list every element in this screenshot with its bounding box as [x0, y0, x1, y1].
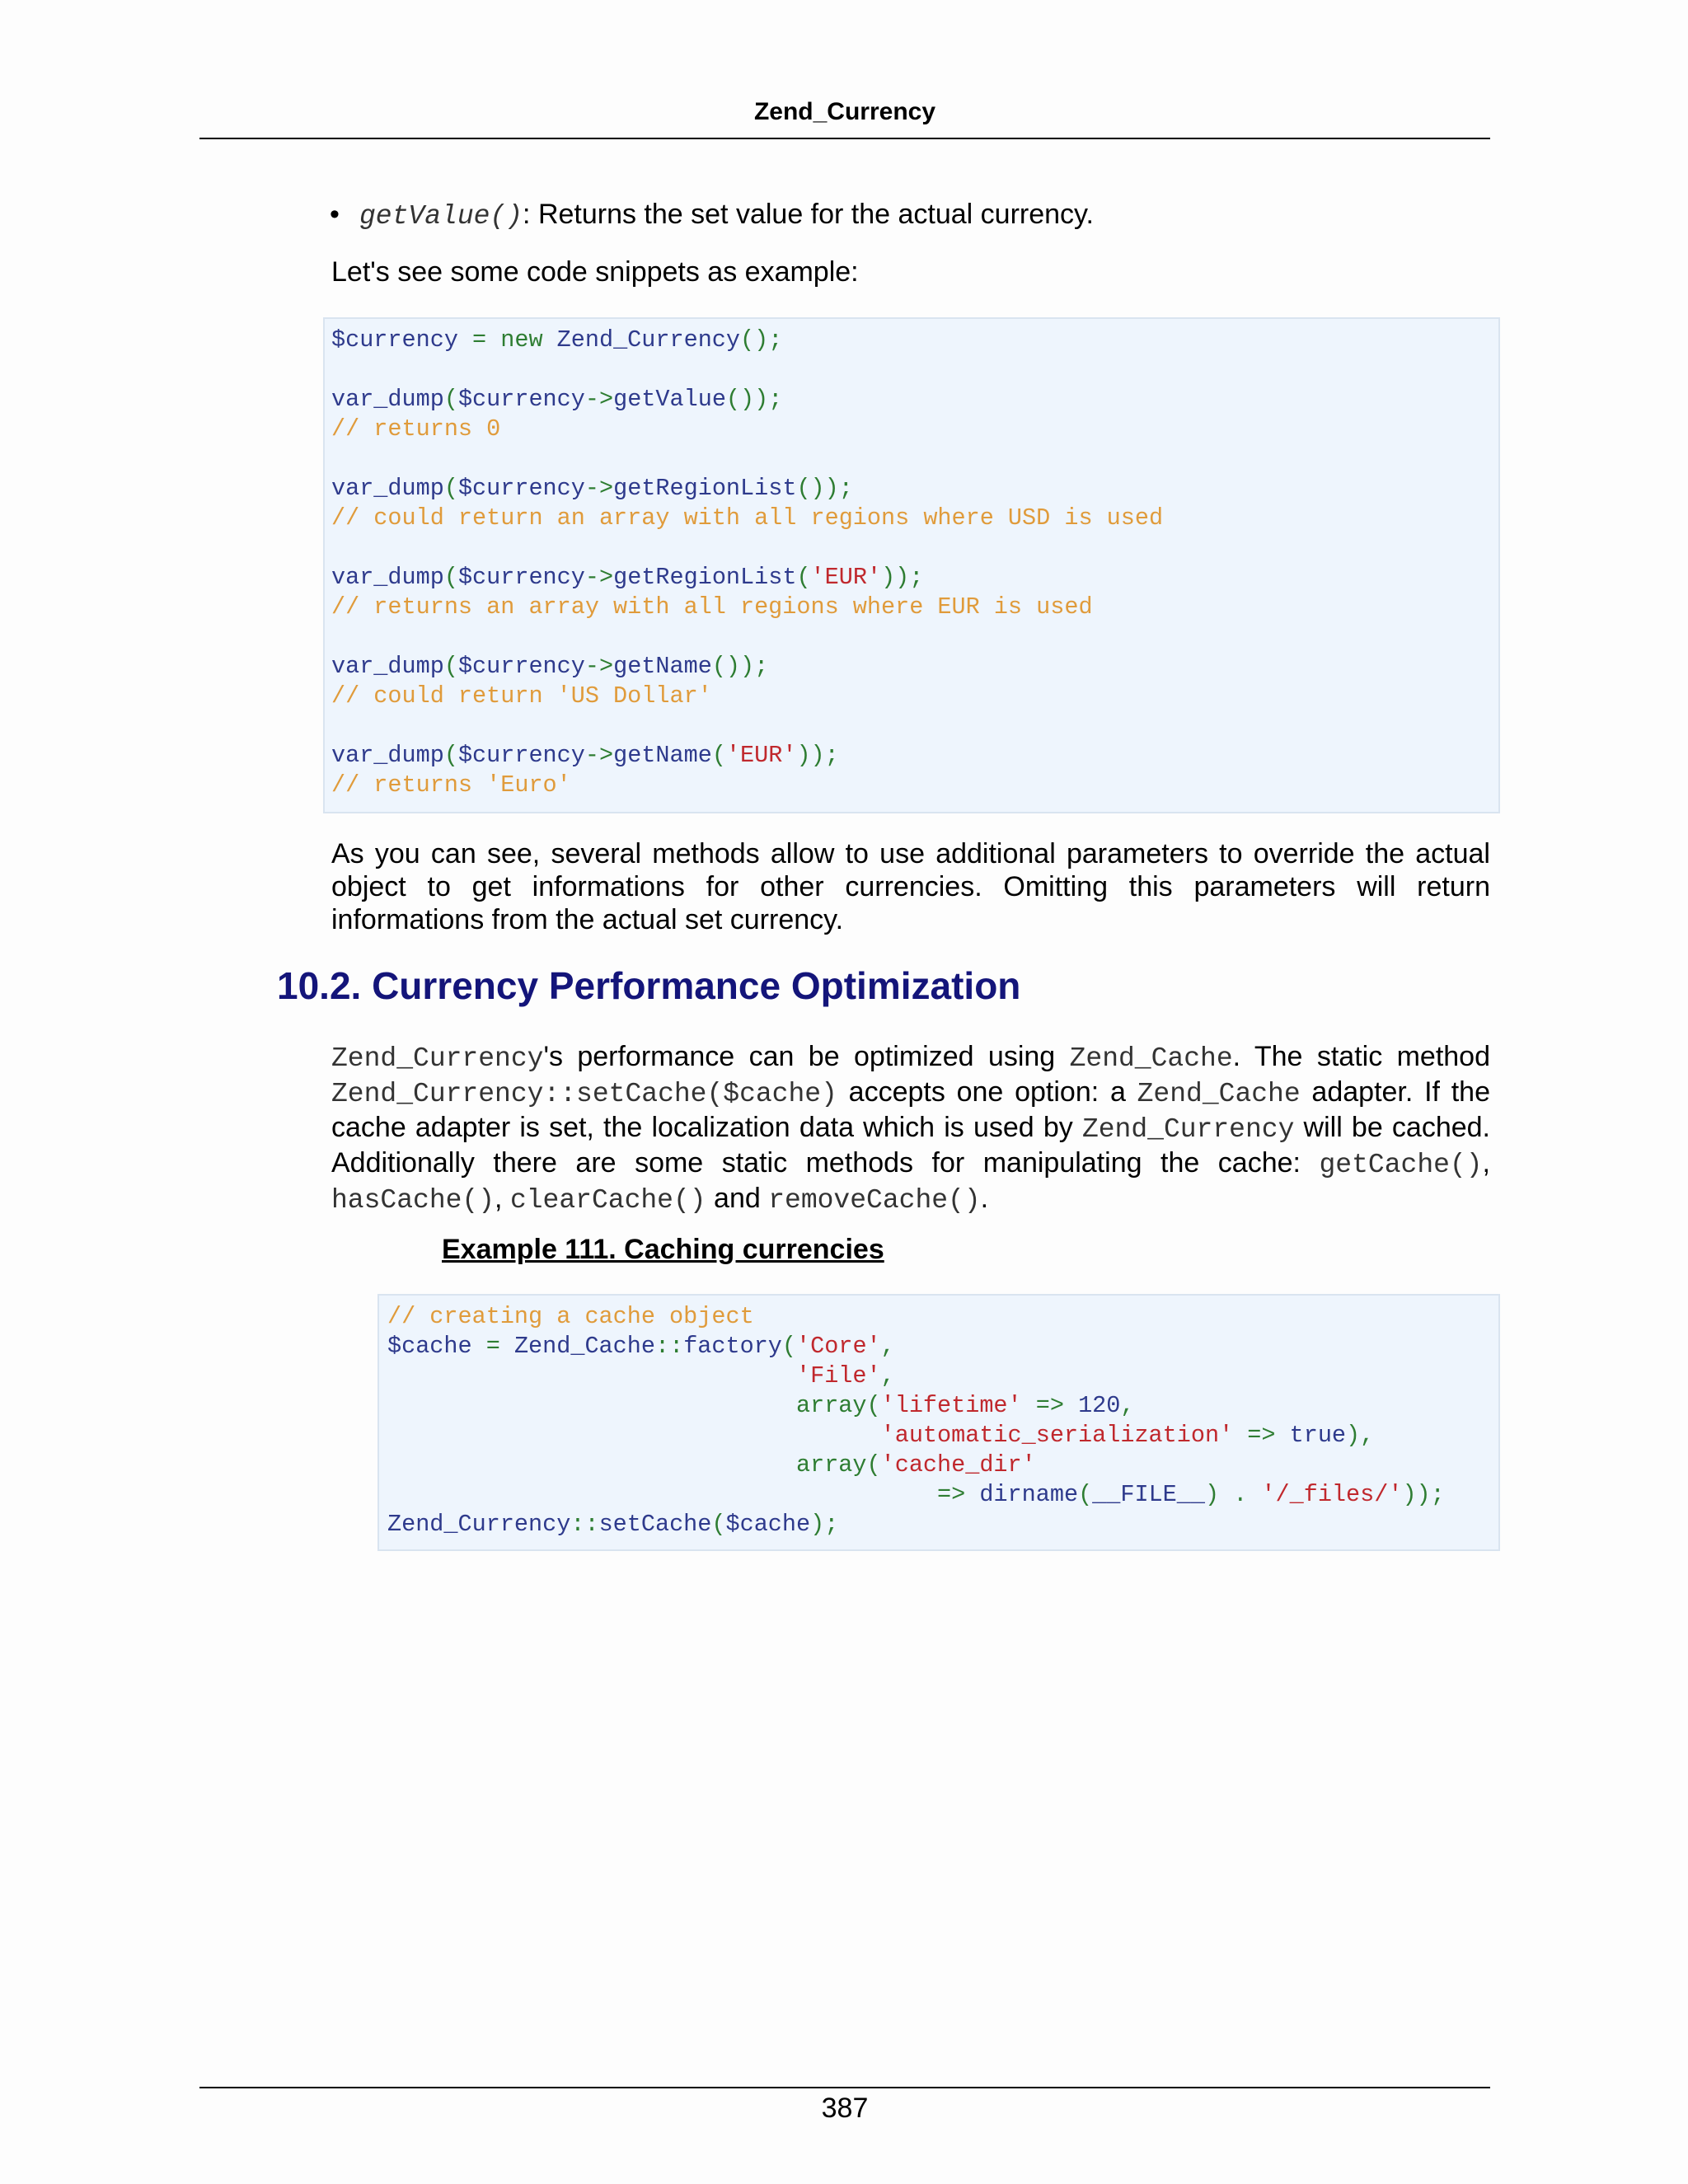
- code-token: 120: [1078, 1392, 1121, 1419]
- inline-code: Zend_Currency: [1081, 1114, 1295, 1145]
- code-token: array: [795, 1392, 867, 1419]
- page-header-title: Zend_Currency: [753, 98, 936, 125]
- inline-code: hasCache(): [331, 1185, 495, 1216]
- code-token: (: [443, 386, 458, 413]
- code-token: ();: [740, 326, 783, 354]
- code-token: (: [866, 1392, 881, 1419]
- section-heading: 10.2. Currency Performance Optimization: [277, 964, 1021, 1007]
- paragraph-text: and: [706, 1183, 769, 1214]
- code-token: true: [1289, 1422, 1347, 1449]
- inline-code: Zend_Cache: [1137, 1079, 1301, 1109]
- code-block-caching: [377, 1294, 1500, 1551]
- code-token: var_dump: [331, 475, 444, 502]
- inline-code: clearCache(): [509, 1185, 706, 1216]
- code-token: ,: [1120, 1392, 1135, 1419]
- code-comment: // returns 0: [331, 415, 501, 443]
- code-token: getName: [613, 742, 712, 769]
- code-token: =>: [1021, 1392, 1079, 1419]
- code-listing: [331, 326, 1163, 800]
- paragraph-text: adapter. If the cache adapter is set, the localization data which is used by: [331, 1076, 1491, 1143]
- code-token: $currency: [457, 564, 585, 591]
- code-token: __FILE__: [1092, 1481, 1205, 1508]
- code-token: $cache: [725, 1511, 811, 1538]
- code-token: var_dump: [331, 386, 444, 413]
- code-string: 'EUR': [810, 564, 882, 591]
- code-token: $currency: [457, 386, 585, 413]
- code-token: $cache: [387, 1333, 472, 1360]
- method-name: getValue(): [359, 201, 523, 232]
- code-token: $currency: [331, 326, 458, 354]
- code-block-examples: [323, 317, 1500, 813]
- code-token: array: [795, 1451, 867, 1479]
- code-token: ));: [1402, 1481, 1445, 1508]
- code-indent: [387, 1392, 796, 1419]
- code-token: ,: [880, 1362, 895, 1390]
- inline-code: getCache(): [1319, 1150, 1483, 1180]
- paragraph-text: . The static method: [1232, 1041, 1490, 1072]
- intro-paragraph: Let's see some code snippets as example:: [331, 256, 859, 288]
- code-comment: // could return 'US Dollar': [331, 682, 712, 710]
- code-string: 'Core': [796, 1333, 881, 1360]
- code-token: ->: [584, 475, 614, 502]
- code-token: ),: [1346, 1422, 1375, 1449]
- code-token: $currency: [457, 653, 585, 680]
- code-token: ,: [880, 1333, 895, 1360]
- code-token: Zend_Cache: [513, 1333, 655, 1360]
- example-title: Example 111. Caching currencies: [442, 1234, 884, 1265]
- code-token: getRegionList: [613, 564, 797, 591]
- code-token: (: [781, 1333, 797, 1360]
- explanation-paragraph: As you can see, several methods allow to use additional parameters to override the actual object to get informations for other currencies. Omitting this parameters will return informations from the actual set currency.: [331, 838, 1490, 935]
- code-token: (: [443, 564, 458, 591]
- code-token: =: [471, 1333, 514, 1360]
- code-comment: // returns 'Euro': [331, 771, 571, 799]
- code-token: ());: [725, 386, 783, 413]
- code-token: (: [711, 1511, 726, 1538]
- code-comment: // creating a cache object: [387, 1303, 754, 1330]
- code-token: (: [866, 1451, 881, 1479]
- code-token: (: [796, 564, 811, 591]
- code-string: 'automatic_serialization': [880, 1422, 1234, 1449]
- inline-code: removeCache(): [768, 1185, 981, 1216]
- footer-rule: [199, 2087, 1490, 2088]
- code-indent: [387, 1481, 937, 1508]
- code-token: (: [443, 475, 458, 502]
- inline-code: Zend_Currency::setCache($cache): [331, 1079, 837, 1109]
- code-indent: [387, 1451, 796, 1479]
- paragraph-text: ,: [1482, 1147, 1490, 1179]
- paragraph-text: ,: [495, 1183, 510, 1214]
- code-string: 'cache_dir': [880, 1451, 1036, 1479]
- code-token: factory: [683, 1333, 782, 1360]
- code-indent: [387, 1422, 881, 1449]
- paragraph-text: will be cached. Additionally there are some static methods for manipulating the cache:: [331, 1112, 1490, 1179]
- bullet-item-getvalue: [330, 196, 1094, 235]
- performance-paragraph: [331, 1040, 1490, 1217]
- code-token: ->: [584, 564, 614, 591]
- code-token: ));: [796, 742, 839, 769]
- code-token: dirname: [965, 1481, 1079, 1508]
- code-comment: // returns an array with all regions where EUR is used: [331, 593, 1093, 621]
- code-token: ): [1205, 1481, 1220, 1508]
- inline-code: Zend_Currency: [331, 1043, 544, 1074]
- code-token: var_dump: [331, 564, 444, 591]
- code-string: 'lifetime': [880, 1392, 1022, 1419]
- code-token: setCache: [598, 1511, 712, 1538]
- code-token: var_dump: [331, 742, 444, 769]
- header-rule: [199, 138, 1490, 139]
- code-string: 'EUR': [725, 742, 797, 769]
- bullet-text: : Returns the set value for the actual currency.: [523, 199, 1094, 230]
- code-token: ->: [584, 742, 614, 769]
- code-token: var_dump: [331, 653, 444, 680]
- code-token: getRegionList: [613, 475, 797, 502]
- code-token: Zend_Currency: [542, 326, 741, 354]
- code-comment: // could return an array with all regions where USD is used: [331, 504, 1164, 532]
- paragraph-text: accepts one option: a: [837, 1076, 1137, 1108]
- page-number: 387: [821, 2093, 869, 2124]
- code-token: $currency: [457, 475, 585, 502]
- code-listing: [387, 1302, 1445, 1540]
- code-token: (: [443, 653, 458, 680]
- paragraph-text: 's performance can be optimized using: [543, 1041, 1070, 1072]
- code-token: ());: [796, 475, 853, 502]
- code-token: getName: [613, 653, 712, 680]
- code-token: new: [500, 326, 543, 354]
- code-token: ->: [584, 653, 614, 680]
- code-token: getValue: [613, 386, 726, 413]
- code-token: ());: [711, 653, 769, 680]
- code-indent: [387, 1362, 796, 1390]
- code-token: ::: [654, 1333, 684, 1360]
- code-token: .: [1219, 1481, 1262, 1508]
- code-token: Zend_Currency: [387, 1511, 571, 1538]
- code-token: ));: [881, 564, 924, 591]
- paragraph-text: .: [980, 1183, 989, 1214]
- code-token: $currency: [457, 742, 585, 769]
- inline-code: Zend_Cache: [1069, 1043, 1233, 1074]
- code-token: (: [1078, 1481, 1093, 1508]
- code-token: );: [810, 1511, 839, 1538]
- code-token: ::: [570, 1511, 599, 1538]
- code-token: =: [457, 326, 501, 354]
- bullet-icon: •: [330, 199, 340, 230]
- code-token: ->: [584, 386, 614, 413]
- code-string: '/_files/': [1261, 1481, 1403, 1508]
- code-token: =>: [937, 1481, 966, 1508]
- code-token: =>: [1233, 1422, 1290, 1449]
- code-token: (: [711, 742, 726, 769]
- code-token: (: [443, 742, 458, 769]
- code-string: 'File': [795, 1362, 881, 1390]
